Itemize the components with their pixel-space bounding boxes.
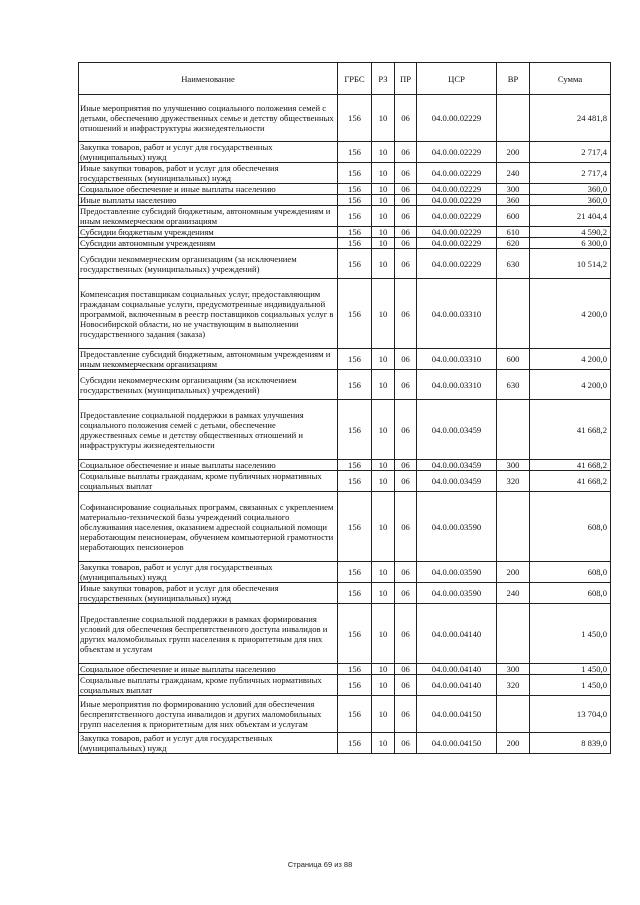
cell-rz: 10 — [372, 163, 395, 184]
table-row — [79, 349, 611, 370]
cell-name: Софинансирование социальных программ, связанных с укреплением материально-технической базы учреждений социального обслуживания населения, оказанием адресной социальной помощи неработающим пенсионерам, обучением компьютерной грамотности неработающих пенсионеров — [79, 492, 338, 562]
cell-rz: 10 — [372, 562, 395, 583]
cell-vr: 630 — [497, 249, 530, 279]
cell-csr: 04.0.00.04150 — [417, 733, 497, 754]
cell-sum: 4 200,0 — [530, 279, 611, 349]
cell-grbs: 156 — [338, 733, 372, 754]
cell-vr: 360 — [497, 195, 530, 206]
cell-sum: 24 481,8 — [530, 95, 611, 142]
cell-sum: 41 668,2 — [530, 460, 611, 471]
cell-name: Иные мероприятия по улучшению социального положения семей с детьми, обеспечению дружественных семье и детству общественных отношений и инфраструктуры жизнедеятельности — [79, 95, 338, 142]
cell-vr: 200 — [497, 733, 530, 754]
cell-pr: 06 — [395, 279, 417, 349]
table-row — [79, 604, 611, 664]
cell-csr: 04.0.00.03459 — [417, 460, 497, 471]
cell-vr: 620 — [497, 238, 530, 249]
cell-rz: 10 — [372, 471, 395, 492]
cell-name: Закупка товаров, работ и услуг для государственных (муниципальных) нужд — [79, 562, 338, 583]
cell-grbs: 156 — [338, 95, 372, 142]
cell-name: Закупка товаров, работ и услуг для государственных (муниципальных) нужд — [79, 142, 338, 163]
cell-grbs: 156 — [338, 249, 372, 279]
cell-name: Компенсация поставщикам социальных услуг, предоставляющим гражданам социальные услуги, предусмотренные индивидуальной программой, включенным в реестр поставщиков социальных услуг в Новосибирской области, но не участвующим в выполнении государственного задания (заказа) — [79, 279, 338, 349]
cell-sum: 41 668,2 — [530, 471, 611, 492]
cell-csr: 04.0.00.04140 — [417, 675, 497, 696]
cell-grbs: 156 — [338, 279, 372, 349]
cell-pr: 06 — [395, 733, 417, 754]
cell-grbs: 156 — [338, 227, 372, 238]
cell-pr: 06 — [395, 184, 417, 195]
cell-csr: 04.0.00.04140 — [417, 664, 497, 675]
cell-pr: 06 — [395, 400, 417, 460]
cell-grbs: 156 — [338, 238, 372, 249]
cell-sum: 360,0 — [530, 195, 611, 206]
cell-name: Иные закупки товаров, работ и услуг для обеспечения государственных (муниципальных) нужд — [79, 163, 338, 184]
cell-pr: 06 — [395, 696, 417, 733]
cell-rz: 10 — [372, 664, 395, 675]
header-rz: РЗ — [372, 63, 395, 95]
header-grbs: ГРБС — [338, 63, 372, 95]
cell-vr: 320 — [497, 675, 530, 696]
cell-sum: 4 200,0 — [530, 349, 611, 370]
header-sum: Сумма — [530, 63, 611, 95]
table-row — [79, 227, 611, 238]
cell-name: Социальное обеспечение и иные выплаты населению — [79, 460, 338, 471]
cell-name: Субсидии автономным учреждениям — [79, 238, 338, 249]
cell-vr: 240 — [497, 583, 530, 604]
cell-csr: 04.0.00.02229 — [417, 249, 497, 279]
cell-sum: 608,0 — [530, 562, 611, 583]
cell-vr: 240 — [497, 163, 530, 184]
cell-pr: 06 — [395, 583, 417, 604]
cell-name: Предоставление субсидий бюджетным, автономным учреждениям и иным некоммерческим организациям — [79, 206, 338, 227]
cell-rz: 10 — [372, 370, 395, 400]
cell-sum: 8 839,0 — [530, 733, 611, 754]
cell-name: Социальное обеспечение и иные выплаты населению — [79, 664, 338, 675]
page-footer: Страница 69 из 88 — [287, 860, 353, 869]
cell-vr — [497, 95, 530, 142]
cell-name: Социальное обеспечение и иные выплаты населению — [79, 184, 338, 195]
cell-vr: 300 — [497, 460, 530, 471]
table-row — [79, 562, 611, 583]
table-row — [79, 400, 611, 460]
cell-name: Субсидии бюджетным учреждениям — [79, 227, 338, 238]
header-vr: ВР — [497, 63, 530, 95]
cell-rz: 10 — [372, 142, 395, 163]
cell-grbs: 156 — [338, 583, 372, 604]
cell-rz: 10 — [372, 279, 395, 349]
header-name: Наименование — [79, 63, 338, 95]
table-row — [79, 249, 611, 279]
cell-pr: 06 — [395, 163, 417, 184]
cell-name: Предоставление социальной поддержки в рамках формирования условий для обеспечения беспрепятственного доступа инвалидов и других маломобильных групп населения к приоритетным для них объектам и услугам — [79, 604, 338, 664]
cell-vr — [497, 492, 530, 562]
cell-rz: 10 — [372, 227, 395, 238]
cell-rz: 10 — [372, 675, 395, 696]
cell-grbs: 156 — [338, 675, 372, 696]
cell-pr: 06 — [395, 349, 417, 370]
cell-csr: 04.0.00.03459 — [417, 400, 497, 460]
cell-rz: 10 — [372, 733, 395, 754]
cell-csr: 04.0.00.03310 — [417, 349, 497, 370]
cell-pr: 06 — [395, 492, 417, 562]
cell-csr: 04.0.00.02229 — [417, 184, 497, 195]
table-header-row — [79, 63, 611, 95]
cell-pr: 06 — [395, 471, 417, 492]
cell-vr: 300 — [497, 664, 530, 675]
cell-vr — [497, 604, 530, 664]
cell-vr: 300 — [497, 184, 530, 195]
cell-sum: 13 704,0 — [530, 696, 611, 733]
cell-sum: 1 450,0 — [530, 664, 611, 675]
table-row — [79, 184, 611, 195]
cell-name: Иные закупки товаров, работ и услуг для обеспечения государственных (муниципальных) нужд — [79, 583, 338, 604]
cell-grbs: 156 — [338, 664, 372, 675]
cell-rz: 10 — [372, 604, 395, 664]
cell-pr: 06 — [395, 604, 417, 664]
cell-name: Субсидии некоммерческим организациям (за исключением государственных (муниципальных) учреждений) — [79, 249, 338, 279]
cell-grbs: 156 — [338, 400, 372, 460]
table-row — [79, 142, 611, 163]
table-row — [79, 195, 611, 206]
cell-csr: 04.0.00.02229 — [417, 227, 497, 238]
cell-pr: 06 — [395, 95, 417, 142]
cell-grbs: 156 — [338, 460, 372, 471]
cell-csr: 04.0.00.02229 — [417, 142, 497, 163]
cell-csr: 04.0.00.03590 — [417, 583, 497, 604]
cell-sum: 608,0 — [530, 492, 611, 562]
cell-name: Предоставление субсидий бюджетным, автономным учреждениям и иным некоммерческим организациям — [79, 349, 338, 370]
cell-pr: 06 — [395, 370, 417, 400]
table-row — [79, 675, 611, 696]
table-row — [79, 492, 611, 562]
cell-grbs: 156 — [338, 370, 372, 400]
cell-rz: 10 — [372, 195, 395, 206]
cell-pr: 06 — [395, 206, 417, 227]
cell-csr: 04.0.00.04140 — [417, 604, 497, 664]
cell-grbs: 156 — [338, 696, 372, 733]
table-row — [79, 163, 611, 184]
cell-csr: 04.0.00.04150 — [417, 696, 497, 733]
cell-rz: 10 — [372, 583, 395, 604]
cell-vr: 200 — [497, 562, 530, 583]
table-row — [79, 664, 611, 675]
cell-csr: 04.0.00.03590 — [417, 562, 497, 583]
cell-sum: 608,0 — [530, 583, 611, 604]
cell-rz: 10 — [372, 400, 395, 460]
cell-grbs: 156 — [338, 195, 372, 206]
cell-vr — [497, 400, 530, 460]
cell-sum: 10 514,2 — [530, 249, 611, 279]
cell-csr: 04.0.00.02229 — [417, 95, 497, 142]
cell-name: Субсидии некоммерческим организациям (за исключением государственных (муниципальных) учреждений) — [79, 370, 338, 400]
cell-vr — [497, 279, 530, 349]
cell-vr: 320 — [497, 471, 530, 492]
table-row — [79, 206, 611, 227]
cell-csr: 04.0.00.02229 — [417, 195, 497, 206]
cell-vr — [497, 696, 530, 733]
cell-sum: 1 450,0 — [530, 675, 611, 696]
cell-csr: 04.0.00.03310 — [417, 279, 497, 349]
cell-pr: 06 — [395, 562, 417, 583]
table-row — [79, 471, 611, 492]
cell-sum: 2 717,4 — [530, 163, 611, 184]
cell-grbs: 156 — [338, 206, 372, 227]
table-row — [79, 279, 611, 349]
cell-sum: 4 590,2 — [530, 227, 611, 238]
cell-pr: 06 — [395, 195, 417, 206]
cell-csr: 04.0.00.03310 — [417, 370, 497, 400]
table-row — [79, 460, 611, 471]
cell-vr: 600 — [497, 349, 530, 370]
cell-pr: 06 — [395, 664, 417, 675]
cell-name: Иные мероприятия по формированию условий для обеспечения беспрепятственного доступа инвалидов и других маломобильных групп населения к приоритетным для них объектам и услугам — [79, 696, 338, 733]
cell-name: Социальные выплаты гражданам, кроме публичных нормативных социальных выплат — [79, 471, 338, 492]
cell-rz: 10 — [372, 184, 395, 195]
cell-name: Иные выплаты населению — [79, 195, 338, 206]
table-row — [79, 696, 611, 733]
cell-grbs: 156 — [338, 471, 372, 492]
cell-vr: 200 — [497, 142, 530, 163]
cell-sum: 4 200,0 — [530, 370, 611, 400]
cell-sum: 360,0 — [530, 184, 611, 195]
cell-sum: 1 450,0 — [530, 604, 611, 664]
cell-sum: 2 717,4 — [530, 142, 611, 163]
header-csr: ЦСР — [417, 63, 497, 95]
cell-name: Социальные выплаты гражданам, кроме публичных нормативных социальных выплат — [79, 675, 338, 696]
cell-pr: 06 — [395, 238, 417, 249]
cell-grbs: 156 — [338, 184, 372, 195]
cell-vr: 610 — [497, 227, 530, 238]
cell-sum: 6 300,0 — [530, 238, 611, 249]
cell-rz: 10 — [372, 95, 395, 142]
cell-name: Предоставление социальной поддержки в рамках улучшения социального положения семей с детьми, обеспечение дружественных семье и детству общественных отношений и инфраструктуры жизнедеятельности — [79, 400, 338, 460]
cell-csr: 04.0.00.02229 — [417, 238, 497, 249]
cell-grbs: 156 — [338, 604, 372, 664]
header-pr: ПР — [395, 63, 417, 95]
budget-table — [78, 62, 611, 754]
cell-grbs: 156 — [338, 142, 372, 163]
cell-sum: 41 668,2 — [530, 400, 611, 460]
table-row — [79, 583, 611, 604]
cell-pr: 06 — [395, 227, 417, 238]
cell-csr: 04.0.00.02229 — [417, 163, 497, 184]
table-row — [79, 733, 611, 754]
cell-rz: 10 — [372, 492, 395, 562]
cell-rz: 10 — [372, 349, 395, 370]
cell-vr: 630 — [497, 370, 530, 400]
table-row — [79, 370, 611, 400]
table-row — [79, 95, 611, 142]
cell-pr: 06 — [395, 675, 417, 696]
cell-grbs: 156 — [338, 349, 372, 370]
cell-sum: 21 404,4 — [530, 206, 611, 227]
cell-csr: 04.0.00.03590 — [417, 492, 497, 562]
table-row — [79, 238, 611, 249]
cell-pr: 06 — [395, 142, 417, 163]
cell-name: Закупка товаров, работ и услуг для государственных (муниципальных) нужд — [79, 733, 338, 754]
cell-rz: 10 — [372, 460, 395, 471]
cell-pr: 06 — [395, 249, 417, 279]
cell-vr: 600 — [497, 206, 530, 227]
cell-grbs: 156 — [338, 492, 372, 562]
cell-rz: 10 — [372, 206, 395, 227]
cell-csr: 04.0.00.02229 — [417, 206, 497, 227]
cell-rz: 10 — [372, 696, 395, 733]
cell-grbs: 156 — [338, 562, 372, 583]
cell-rz: 10 — [372, 249, 395, 279]
cell-pr: 06 — [395, 460, 417, 471]
cell-csr: 04.0.00.03459 — [417, 471, 497, 492]
cell-grbs: 156 — [338, 163, 372, 184]
cell-rz: 10 — [372, 238, 395, 249]
